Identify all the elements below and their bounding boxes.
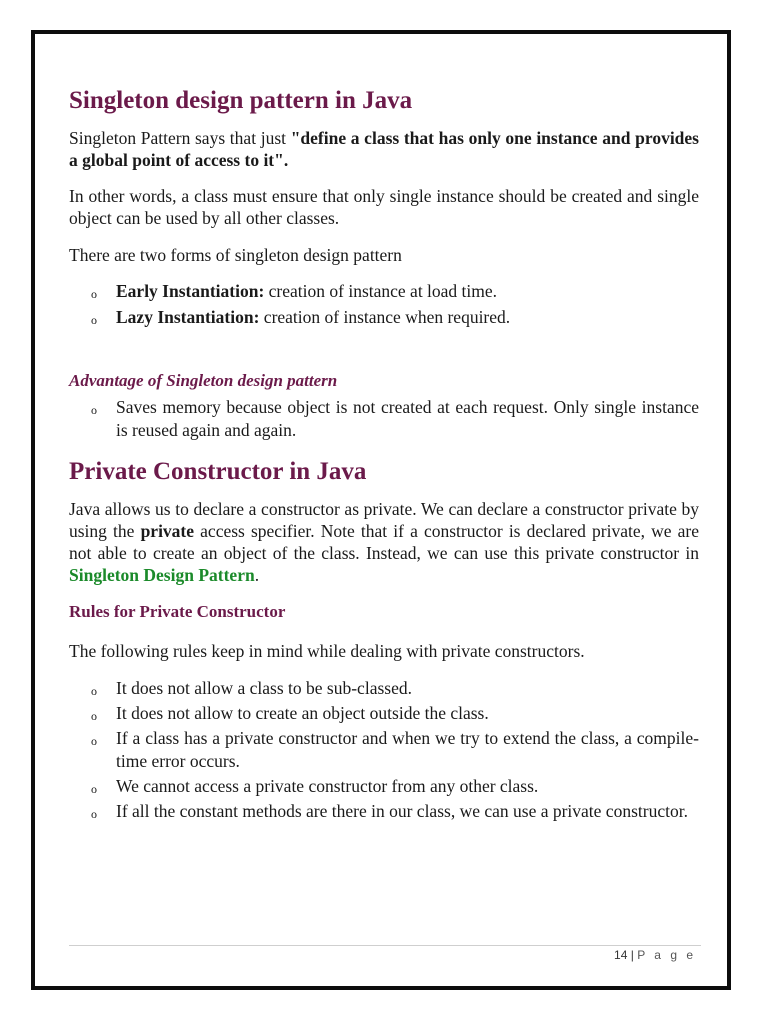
bullet-icon: o	[91, 403, 97, 418]
bullet-icon: o	[91, 806, 97, 821]
bullet-icon: o	[91, 781, 97, 796]
footer-separator: |	[630, 948, 634, 962]
list-item: o If all the constant methods are there in our class, we can use a private constructor.	[69, 800, 699, 823]
advantage-heading: Advantage of Singleton design pattern	[69, 371, 338, 390]
list-item: o We cannot access a private constructor from any other class.	[69, 775, 699, 798]
list-item: o Early Instantiation: creation of instance at load time.	[69, 280, 699, 303]
document-body	[69, 86, 699, 823]
private-constructor-description: Java allows us to declare a constructor as private. We can declare a constructor private by using the private access specifier. Note that if a constructor is declared private, we are not able to create an object of the class. Instead, we can use this private constructor in Singleton Design Pattern.	[69, 499, 699, 586]
singleton-link-text: Singleton Design Pattern	[69, 565, 255, 586]
rules-intro: The following rules keep in mind while dealing with private constructors.	[69, 640, 585, 661]
singleton-definition: Singleton Pattern says that just "define a class that has only one instance and provides a global point of access to it".	[69, 128, 699, 170]
advantage-list	[69, 396, 699, 442]
list-item: o If a class has a private constructor and when we try to extend the class, a compile-time error occurs.	[91, 727, 699, 771]
bullet-icon: o	[91, 683, 97, 698]
list-item: o Saves memory because object is not created at each request. Only single instance is reused again and again.	[91, 397, 699, 441]
section-title-private-constructor: Private Constructor in Java	[69, 458, 367, 486]
list-item: o Lazy Instantiation: creation of instance when required.	[69, 306, 699, 329]
bullet-icon: o	[91, 733, 97, 748]
page-number: 14	[614, 948, 628, 962]
rules-list	[69, 677, 699, 823]
forms-list	[69, 280, 699, 329]
page-footer	[614, 948, 696, 962]
rules-heading: Rules for Private Constructor	[69, 602, 286, 622]
bullet-icon: o	[91, 287, 97, 301]
list-item: o It does not allow to create an object outside the class.	[69, 702, 699, 725]
bullet-icon: o	[91, 708, 97, 723]
forms-intro: There are two forms of singleton design pattern	[69, 245, 402, 265]
section-title-singleton: Singleton design pattern in Java	[69, 87, 413, 114]
singleton-explanation: In other words, a class must ensure that only single instance should be created and single object can be used by all other classes.	[69, 186, 699, 228]
bullet-icon: o	[91, 313, 97, 327]
footer-divider	[69, 945, 701, 946]
page-label: P a g e	[637, 948, 696, 962]
list-item: o It does not allow a class to be sub-classed.	[69, 677, 699, 700]
